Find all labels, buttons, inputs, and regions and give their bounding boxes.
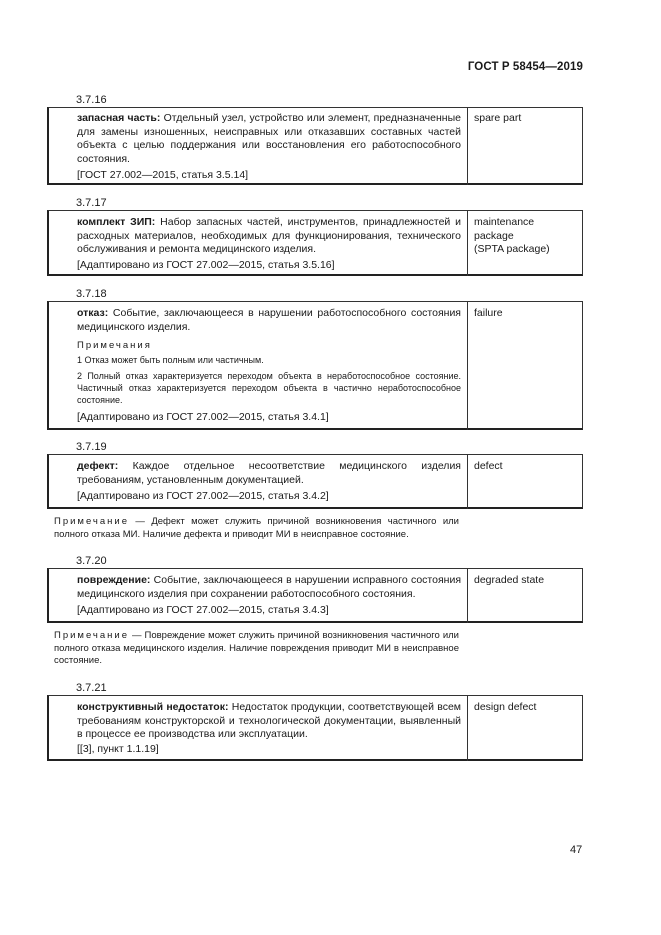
entry-number: 3.7.21 (76, 682, 107, 694)
source-reference: [Адаптировано из ГОСТ 27.002—2015, статья 3.4.3] (77, 604, 329, 616)
english-term-line: maintenance (474, 216, 535, 228)
term-entry-box (47, 301, 583, 430)
english-term: failure (474, 307, 503, 319)
note (54, 630, 459, 668)
term-entry-box (47, 454, 583, 509)
source-reference: [Адаптировано из ГОСТ 27.002—2015, статья 3.4.1] (77, 411, 329, 423)
english-term-line: (SPTA package) (474, 243, 550, 255)
note-label: Примечание (54, 516, 129, 527)
source-reference: [[3], пункт 1.1.19] (77, 743, 159, 755)
definition (77, 216, 461, 257)
definition (77, 701, 461, 742)
entry-number: 3.7.18 (76, 288, 107, 300)
definition (77, 112, 461, 166)
entry-number: 3.7.19 (76, 441, 107, 453)
definition-text: Недостаток продукции, соответствующей всем требованиям конструкторской и технологической документации, выявленный в процессе ее производства или эксплуатации. (77, 701, 462, 740)
note-label: Примечание (54, 630, 129, 641)
definition (77, 307, 461, 334)
term-entry-box (47, 568, 583, 623)
term: конструктивный недостаток: (77, 701, 229, 713)
definition-text: Набор запасных частей, инструментов, принадлежностей и расходных материалов, необходимых для функционирования, технического обслуживания и ремонта медицинского изделия. (77, 216, 462, 255)
english-term (474, 216, 550, 257)
note-text: — Повреждение может служить причиной возникновения частичного или полного отказа медицинского изделия. Наличие повреждения приводит МИ в неисправное состояние. (54, 630, 459, 666)
entry-number: 3.7.16 (76, 94, 107, 106)
note-text: — Дефект может служить причиной возникновения частичного или полного отказа МИ. Наличие дефекта и приводит МИ в неисправное состояние. (54, 516, 459, 540)
english-term: defect (474, 460, 503, 472)
definition-text: Событие, заключающееся в нарушении исправного состояния медицинского изделия при сохранении работоспособного состояния. (77, 574, 461, 600)
note (54, 516, 459, 541)
source-reference: [Адаптировано из ГОСТ 27.002—2015, статья 3.5.16] (77, 259, 335, 271)
definition (77, 574, 461, 601)
term-entry-box (47, 695, 583, 761)
term: комплект ЗИП: (77, 216, 156, 228)
term-entry-box (47, 210, 583, 276)
notes-label: Примечания (77, 340, 152, 351)
note-item: 2 Полный отказ характеризуется переходом объекта в неработоспособное состояние. Частичный отказ характеризуется переходом объекта в частично неработоспособное состояние. (77, 371, 461, 405)
definition-text: Каждое отдельное несоответствие медицинского изделия требованиям, установленным документацией. (77, 460, 461, 486)
entry-number: 3.7.17 (76, 197, 107, 209)
page-number: 47 (570, 844, 583, 856)
note-item: 1 Отказ может быть полным или частичным. (77, 355, 264, 365)
definition-text: Отдельный узел, устройство или элемент, предназначенные для замены изношенных, неисправных или отказавших составных частей объекта с целью поддержания или восстановления его работоспособного состояния. (77, 112, 461, 165)
source-reference: [Адаптировано из ГОСТ 27.002—2015, статья 3.4.2] (77, 490, 329, 502)
english-term-line: package (474, 229, 514, 242)
entry-number: 3.7.20 (76, 555, 107, 567)
term: отказ: (77, 307, 109, 319)
english-term: spare part (474, 112, 522, 124)
source-reference: [ГОСТ 27.002—2015, статья 3.5.14] (77, 169, 249, 181)
term: дефект: (77, 460, 119, 472)
term-entry-box (47, 107, 583, 185)
document-id: ГОСТ Р 58454—2019 (467, 61, 583, 73)
term: повреждение: (77, 574, 151, 586)
definition (77, 460, 461, 487)
english-term: design defect (474, 701, 537, 713)
definition-text: Событие, заключающееся в нарушении работоспособного состояния медицинского изделия. (77, 307, 461, 333)
english-term: degraded state (474, 574, 545, 586)
term: запасная часть: (77, 112, 161, 124)
